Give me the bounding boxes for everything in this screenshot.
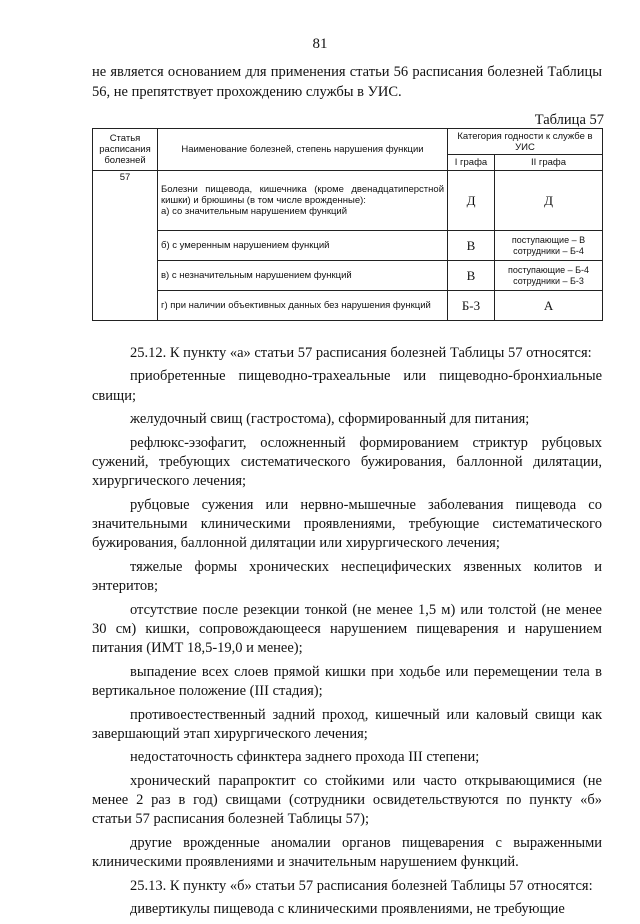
paragraph: желудочный свищ (гастростома), сформированный для питания; (130, 411, 530, 428)
table-row (93, 171, 603, 231)
row-g2-line1: поступающие – В (511, 234, 586, 245)
paragraph: отсутствие после резекции тонкой (не менее 1,5 м) или толстой (не менее 30 см) кишки, сопровождающееся нарушением пищеварения и нарушением питания (ИМТ 18,5-19,0 и менее); (92, 601, 602, 657)
header-article: Статья расписания болезней (93, 129, 158, 171)
body-text (92, 344, 602, 924)
table-row (93, 261, 603, 291)
page-number: 81 (312, 36, 328, 52)
paragraph: противоестественный задний проход, кишечный или каловый свищи как завершающий этап хирургического лечения; (92, 706, 602, 742)
disease-intro: Болезни пищевода, кишечника (кроме двенадцатиперстной кишки) и брюшины (в том числе врожденные): (161, 184, 444, 206)
intro-text: не является основанием для применения статьи 56 расписания болезней Таблицы 56, не препятствует прохождению службы в УИС. (92, 64, 602, 100)
row-g2-line2: сотрудники – Б-3 (513, 275, 584, 286)
paragraph: хронический парапроктит со стойкими или часто открывающимися (не менее 2 раз в год) свищами (сотрудники освидетельствуются по пункту «б» статьи 57 расписания болезней Таблицы 57); (92, 772, 602, 828)
table-row (93, 231, 603, 261)
article-number: 57 (93, 171, 158, 321)
row-name: б) с умеренным нарушением функций (158, 231, 448, 261)
paragraph: дивертикулы пищевода с клиническими проявлениями, не требующие (130, 901, 565, 918)
row-g1: В (448, 231, 495, 261)
header-disease: Наименование болезней, степень нарушения функции (158, 129, 448, 171)
row-g1: В (448, 261, 495, 291)
row-name: а) со значительным нарушением функций (161, 206, 348, 217)
row-g2: А (495, 291, 603, 321)
row-g2: Д (495, 171, 603, 231)
row-name: г) при наличии объективных данных без нарушения функций (158, 291, 448, 321)
header-category: Категория годности к службе в УИС (448, 129, 603, 155)
row-g2 (495, 261, 603, 291)
header-col2: II графа (495, 155, 603, 171)
paragraph: 25.13. К пункту «б» статьи 57 расписания болезней Таблицы 57 относятся: (130, 877, 593, 894)
row-g2 (495, 231, 603, 261)
paragraph: рубцовые сужения или нервно-мышечные заболевания пищевода со значительными клиническими проявлениями, требующие систематического бужирования, баллонной дилятации или хирургического лечения; (92, 496, 602, 552)
header-col1: I графа (448, 155, 495, 171)
paragraph: недостаточность сфинктера заднего прохода III степени; (130, 749, 480, 766)
table-row (93, 291, 603, 321)
paragraph: рефлюкс-эзофагит, осложненный формированием стриктур рубцовых сужений, требующих систематического бужирования, баллонной дилятации, хирургического лечения; (92, 434, 602, 490)
table-caption: Таблица 57 (534, 112, 604, 128)
paragraph: 25.12. К пункту «а» статьи 57 расписания болезней Таблицы 57 относятся: (130, 345, 592, 361)
row-g1: Б-3 (448, 291, 495, 321)
paragraph: тяжелые формы хронических неспецифических язвенных колитов и энтеритов; (92, 558, 602, 595)
disease-table (92, 128, 603, 321)
row-name: в) с незначительным нарушением функций (158, 261, 448, 291)
paragraph: выпадение всех слоев прямой кишки при ходьбе или перемещении тела в вертикальное положение (III стадия); (92, 663, 602, 700)
row-g1: Д (448, 171, 495, 231)
paragraph: другие врожденные аномалии органов пищеварения с выраженными клиническими проявлениями и значительным нарушением функций. (92, 834, 602, 871)
row-g2-line2: сотрудники – Б-4 (513, 245, 584, 256)
disease-cell (158, 171, 448, 231)
paragraph: приобретенные пищеводно-трахеальные или пищеводно-бронхиальные свищи; (92, 368, 602, 404)
row-g2-line1: поступающие – Б-4 (507, 264, 590, 275)
